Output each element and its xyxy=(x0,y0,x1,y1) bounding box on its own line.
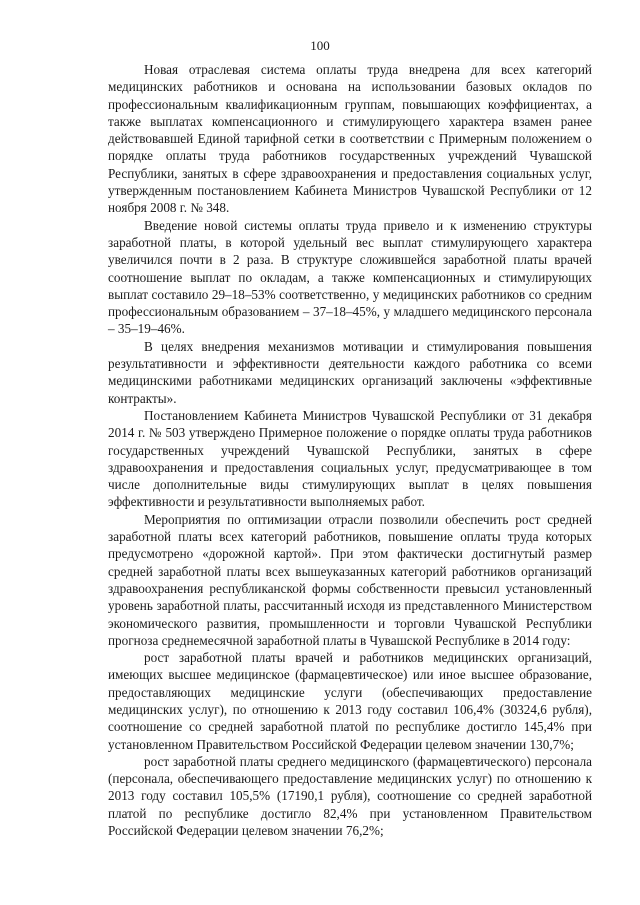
paragraph-optimization: Мероприятия по оптимизации отрасли позволили обеспечить рост средней заработной платы всех категорий работников, повышение оплаты труда которых предусмотрено «дорожной картой». При этом фактически достигнутый размер средней заработной платы всех вышеуказанных категорий работников организаций здравоохранения республиканской формы собственности превысил установленный уровень заработной платы, рассчитанный исходя из представленного Министерством экономического развития, промышленности и торговли Чувашской Республики прогноза среднемесячной заработной платы в Чувашской Республике в 2014 году: xyxy=(108,511,592,648)
body-text xyxy=(108,61,592,839)
paragraph-effective-contracts: В целях внедрения механизмов мотивации и стимулирования повышения результативности и эффективности деятельности каждого работника со всеми медицинскими работниками медицинских организаций заключены «эффективные контракты». xyxy=(108,338,592,406)
page-number: 100 xyxy=(310,38,330,53)
paragraph-resolution-503: Постановлением Кабинета Министров Чувашской Республики от 31 декабря 2014 г. № 503 утверждено Примерное положение о порядке оплаты труда работников государственных учреждений Чувашской Республики, занятых в сфере здравоохранения и предоставления социальных услуг, предусматривающее в том числе дополнительные виды стимулирующих выплат в целях повышения эффективности и результативности выполняемых работ. xyxy=(108,407,592,510)
paragraph-pay-system: Новая отраслевая система оплаты труда внедрена для всех категорий медицинских работников и основана на использовании базовых окладов по профессиональным квалификационным группам, повышающих коэффициентах, а также выплатах компенсационного и стимулирующего характера взамен ранее действовавшей Единой тарифной сетки в соответствии с Примерным положением о порядке оплаты труда работников государственных учреждений Чувашской Республики, занятых в сфере здравоохранения и предоставления социальных услуг, утвержденным постановлением Кабинета Министров Чувашской Республики от 12 ноября 2008 г. № 348. xyxy=(108,62,592,216)
paragraph-nurses-salary: рост заработной платы среднего медицинского (фармацевтического) персонала (персонала, обеспечивающего предоставление медицинских услуг) по отношению к 2013 году составил 105,5% (17190,1 рубля), соотношение со средней заработной платой по республике достигло 82,4% при установленном Правительством Российской Федерации целевом значении 76,2%; xyxy=(108,753,592,839)
paragraph-doctors-salary: рост заработной платы врачей и работников медицинских организаций, имеющих высшее медицинское (фармацевтическое) или иное высшее образование, предоставляющих медицинские услуги (обеспечивающих предоставление медицинских услуг), по отношению к 2013 году составил 106,4% (30324,6 рубля), соотношение со средней заработной платой по республике достигло 145,4% при установленном Правительством Российской Федерации целевом значении 130,7%; xyxy=(108,650,592,752)
paragraph-pay-structure: Введение новой системы оплаты труда привело и к изменению структуры заработной платы, в которой удельный вес выплат стимулирующего характера увеличился почти в 2 раза. В структуре сложившейся заработной платы врачей соотношение выплат по окладам, а также компенсационных и стимулирующих выплат составило 29–18–53% соответственно, у медицинских работников со средним профессиональным образованием – 37–18–45%, у младшего медицинского персонала – 35–19–46%. xyxy=(108,217,592,337)
